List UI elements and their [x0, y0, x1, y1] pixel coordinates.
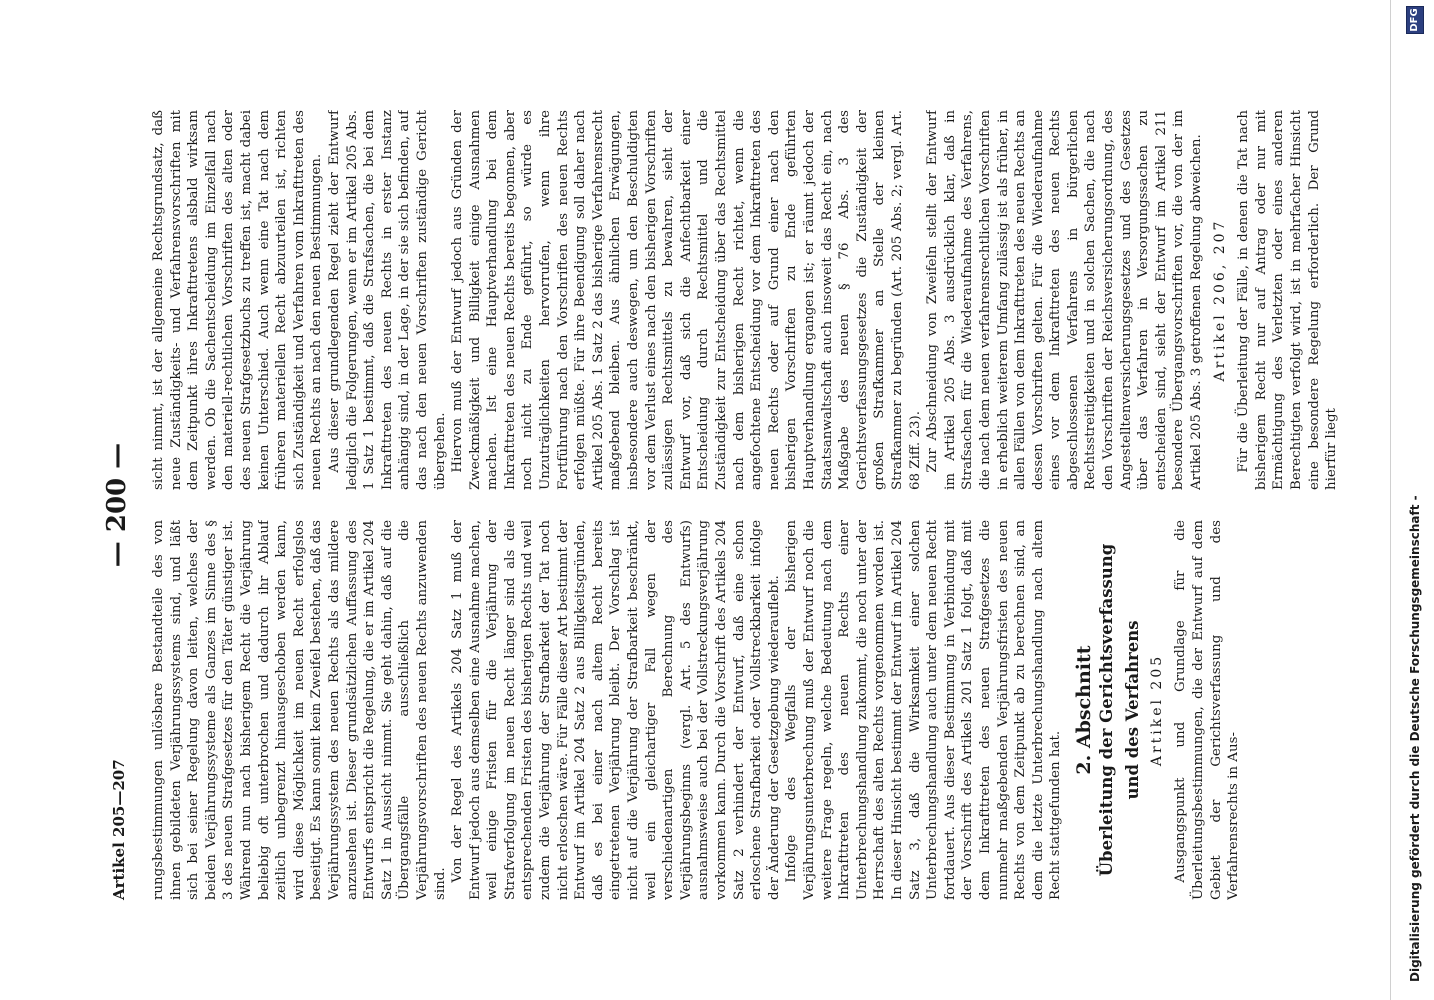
digitization-credit	[1400, 0, 1430, 1000]
right-paragraph-4: Zur Abschneidung von Zweifeln stellt der Entwurf im Artikel 205 Abs. 3 ausdrücklich klar, daß in Strafsachen für die Wiederaufnahme des Verfahrens, die nach dem neuen verfahrensrechtlichen Vorschriften in erheblich weiterem Umfang zulässig ist als früher, in allen Fällen von dem Inkrafttreten des neuen Rechts an dessen Vorschriften gelten. Für die Wiederaufnahme eines vor dem Inkrafttreten des neuen Rechts abgeschlossenen Verfahrens in bürgerlichen Rechtsstreitigkeiten und in solchen Sachen, die nach den Vorschriften der Reichsversicherungsordnung, des Angestelltenversicherungsgesetzes und des Gesetzes über das Verfahren in Versorgungssachen zu entscheiden sind, sieht der Entwurf im Artikel 211 besondere Übergangsvorschriften vor, die von der im Artikel 205 Abs. 3 getroffenen Regelung abweichen.	[925, 110, 1205, 490]
left-paragraph-1: rungsbestimmungen unlösbare Bestandteile des von ihnen gebildeten Verjährungssystems sind, und läßt sich bei seiner Regelung davon leiten, welches der beiden Verjährungssysteme als Ganzes im Sinne des § 3 des neuen Strafgesetzes für den Täter günstiger ist. Während nun nach bisherigem Recht die Verjährung beliebig oft unterbrochen und dadurch ihr Ablauf zeitlich unbegrenzt hinausgeschoben werden kann, wird diese Möglichkeit im neuen Recht erfolgslos beseitigt. Es kann somit kein Zweifel bestehen, daß das Verjährungssystem des neuen Rechts als das mildere anzusehen ist. Dieser grundsätzlichen Auffassung des Entwurfs entspricht die Regelung, die er im Artikel 204 Satz 1 in Aussicht nimmt. Sie geht dahin, daß auf die Übergangsfälle ausschließlich die Verjährungsvorschriften des neuen Rechts anzuwenden sind.	[151, 520, 448, 900]
article-206-207-heading: Artikel 206, 207	[1211, 218, 1228, 382]
page-number: — 200 —	[102, 442, 132, 568]
left-paragraph-3: Infolge des Wegfalls der bisherigen Verjährungsunterbrechung muß der Entwurf noch die weitere Frage regeln, welche Bedeutung nach dem Inkrafttreten des neuen Rechts einer Unterbrechungshandlung zukommt, die noch unter der Herrschaft des alten Rechts vorgenommen worden ist. In dieser Hinsicht bestimmt der Entwurf im Artikel 204 Satz 3, daß die Wirksamkeit einer solchen Unterbrechungshandlung auch unter dem neuen Recht fortdauert. Aus dieser Bestimmung in Verbindung mit der Vorschrift des Artikels 201 Satz 1 folgt, daß mit dem Inkrafttreten des neuen Strafgesetzes die nunmehr maßgebenden Verjährungsfristen des neuen Rechts von dem Zeitpunkt ab zu berechnen sind, an dem die letzte Unterbrechungshandlung nach altem Recht stattgefunden hat.	[784, 520, 1064, 900]
article-205-heading: Artikel 205	[1148, 653, 1165, 767]
right-column	[150, 110, 1365, 490]
dfg-logo: DFG	[1406, 6, 1424, 34]
divider	[1390, 0, 1391, 1000]
section-title: 2. Abschnitt	[1072, 645, 1095, 775]
left-paragraph-2: Von der Regel des Artikels 204 Satz 1 muß der Entwurf jedoch aus demselben eine Ausnahme machen, weil einige Fristen für die Verjährung der Strafverfolgung im neuen Recht länger sind als die entsprechenden Fristen des bisherigen Rechts und weil zudem die Verjährung der Strafbarkeit der Tat noch nicht erloschen wäre. Für Fälle dieser Art bestimmt der Entwurf im Artikel 204 Satz 2 aus Billigkeitsgründen, daß es bei einer nach altem Recht bereits eingetretenen Verjährung bleibt. Der Vorschlag ist nicht auf die Verjährung der Strafbarkeit beschränkt, weil ein gleichartiger Fall wegen der verschiedenartigen Berechnung des Verjährungsbeginns (vergl. Art. 5 des Entwurfs) ausnahmsweise auch bei der Vollstreckungsverjährung vorkommen kann. Durch die Vorschrift des Artikels 204 Satz 2 verhindert der Entwurf, daß eine schon erloschene Strafbarkeit oder Vollstreckbarkeit infolge der Änderung der Gesetzgebung wiederauflebt.	[450, 520, 782, 900]
page-header	[102, 110, 136, 900]
section-subtitle-1: Überleitung der Gerichtsverfassung	[1096, 543, 1116, 877]
right-paragraph-1: sicht nimmt, ist der allgemeine Rechtsgrundsatz, daß neue Zuständigkeits- und Verfahrensvorschriften mit dem Zeitpunkt ihres Inkrafttretens alsbald wirksam werden. Ob die Sachentscheidung im Einzelfall nach den materiell-rechtlichen Vorschriften des alten oder des neuen Strafgesetzbuchs zu treffen ist, macht dabei keinen Unterschied. Auch wenn eine Tat nach dem früheren materiellen Recht abzuurteilen ist, richten sich Zuständigkeit und Verfahren vom Inkrafttreten des neuen Rechts an nach den neuen Bestimmungen.	[151, 110, 325, 490]
left-column	[150, 520, 1365, 900]
section-subtitle-2: und des Verfahrens	[1122, 620, 1142, 800]
article-range: Artikel 205—207	[110, 759, 128, 900]
article-206-207-paragraph: Für die Überleitung der Fälle, in denen die Tat nach bisherigem Recht nur auf Antrag oder nur mit Ermächtigung des Verletzten oder eines anderen Berechtigten verfolgt wird, ist in mehrfacher Hinsicht eine besondere Regelung erforderlich. Der Grund hierfür liegt	[1236, 110, 1340, 490]
article-205-paragraph: Ausgangspunkt und Grundlage für die Überleitungsbestimmungen, die der Entwurf auf dem Gebiet der Gerichtsverfassung und des Verfahrensrechts in Aus-	[1173, 520, 1242, 900]
credit-text: Digitalisierung gefördert durch die Deutsche Forschungsgemeinschaft -	[1408, 495, 1422, 982]
right-paragraph-2: Aus dieser grundlegenden Regel zieht der Entwurf lediglich die Folgerungen, wenn er im Artikel 205 Abs. 1 Satz 1 bestimmt, daß die Strafsachen, die bei dem Inkrafttreten des neuen Rechts in erster Instanz anhängig sind, in der Lage, in der sie sich befinden, auf das nach den neuen Vorschriften zuständige Gericht übergehen.	[326, 110, 448, 490]
right-paragraph-3: Hiervon muß der Entwurf jedoch aus Gründen der Zweckmäßigkeit und Billigkeit einige Ausnahmen machen. Ist eine Hauptverhandlung bei dem Inkrafttreten des neuen Rechts bereits begonnen, aber noch nicht zu Ende geführt, so würde es Unzuträglichkeiten hervorrufen, wenn ihre Fortführung nach den Vorschriften des neuen Rechts erfolgen müßte. Für ihre Beendigung soll daher nach Artikel 205 Abs. 1 Satz 2 das bisherige Verfahrensrecht maßgebend bleiben. Aus ähnlichen Erwägungen, insbesondere auch deswegen, um den Beschuldigten vor dem Verlust eines nach den bisherigen Vorschriften zulässigen Rechtsmittels zu bewahren, sieht der Entwurf vor, daß sich die Anfechtbarkeit einer Entscheidung durch Rechtsmittel und die Zuständigkeit zur Entscheidung über das Rechtsmittel nach dem bisherigen Recht richtet, wenn die angefochtene Entscheidung vor dem Inkrafttreten des neuen Rechts oder auf Grund einer nach den bisherigen Vorschriften zu Ende geführten Hauptverhandlung ergangen ist; er räumt jedoch der Staatsanwaltschaft auch insoweit das Recht ein, nach Maßgabe des neuen § 76 Abs. 3 des Gerichtsverfassungsgesetzes die Zuständigkeit der großen Strafkammer an Stelle der kleinen Strafkammer zu begründen (Art. 205 Abs. 2; vergl. Art. 68 Ziff. 23).	[450, 110, 923, 490]
